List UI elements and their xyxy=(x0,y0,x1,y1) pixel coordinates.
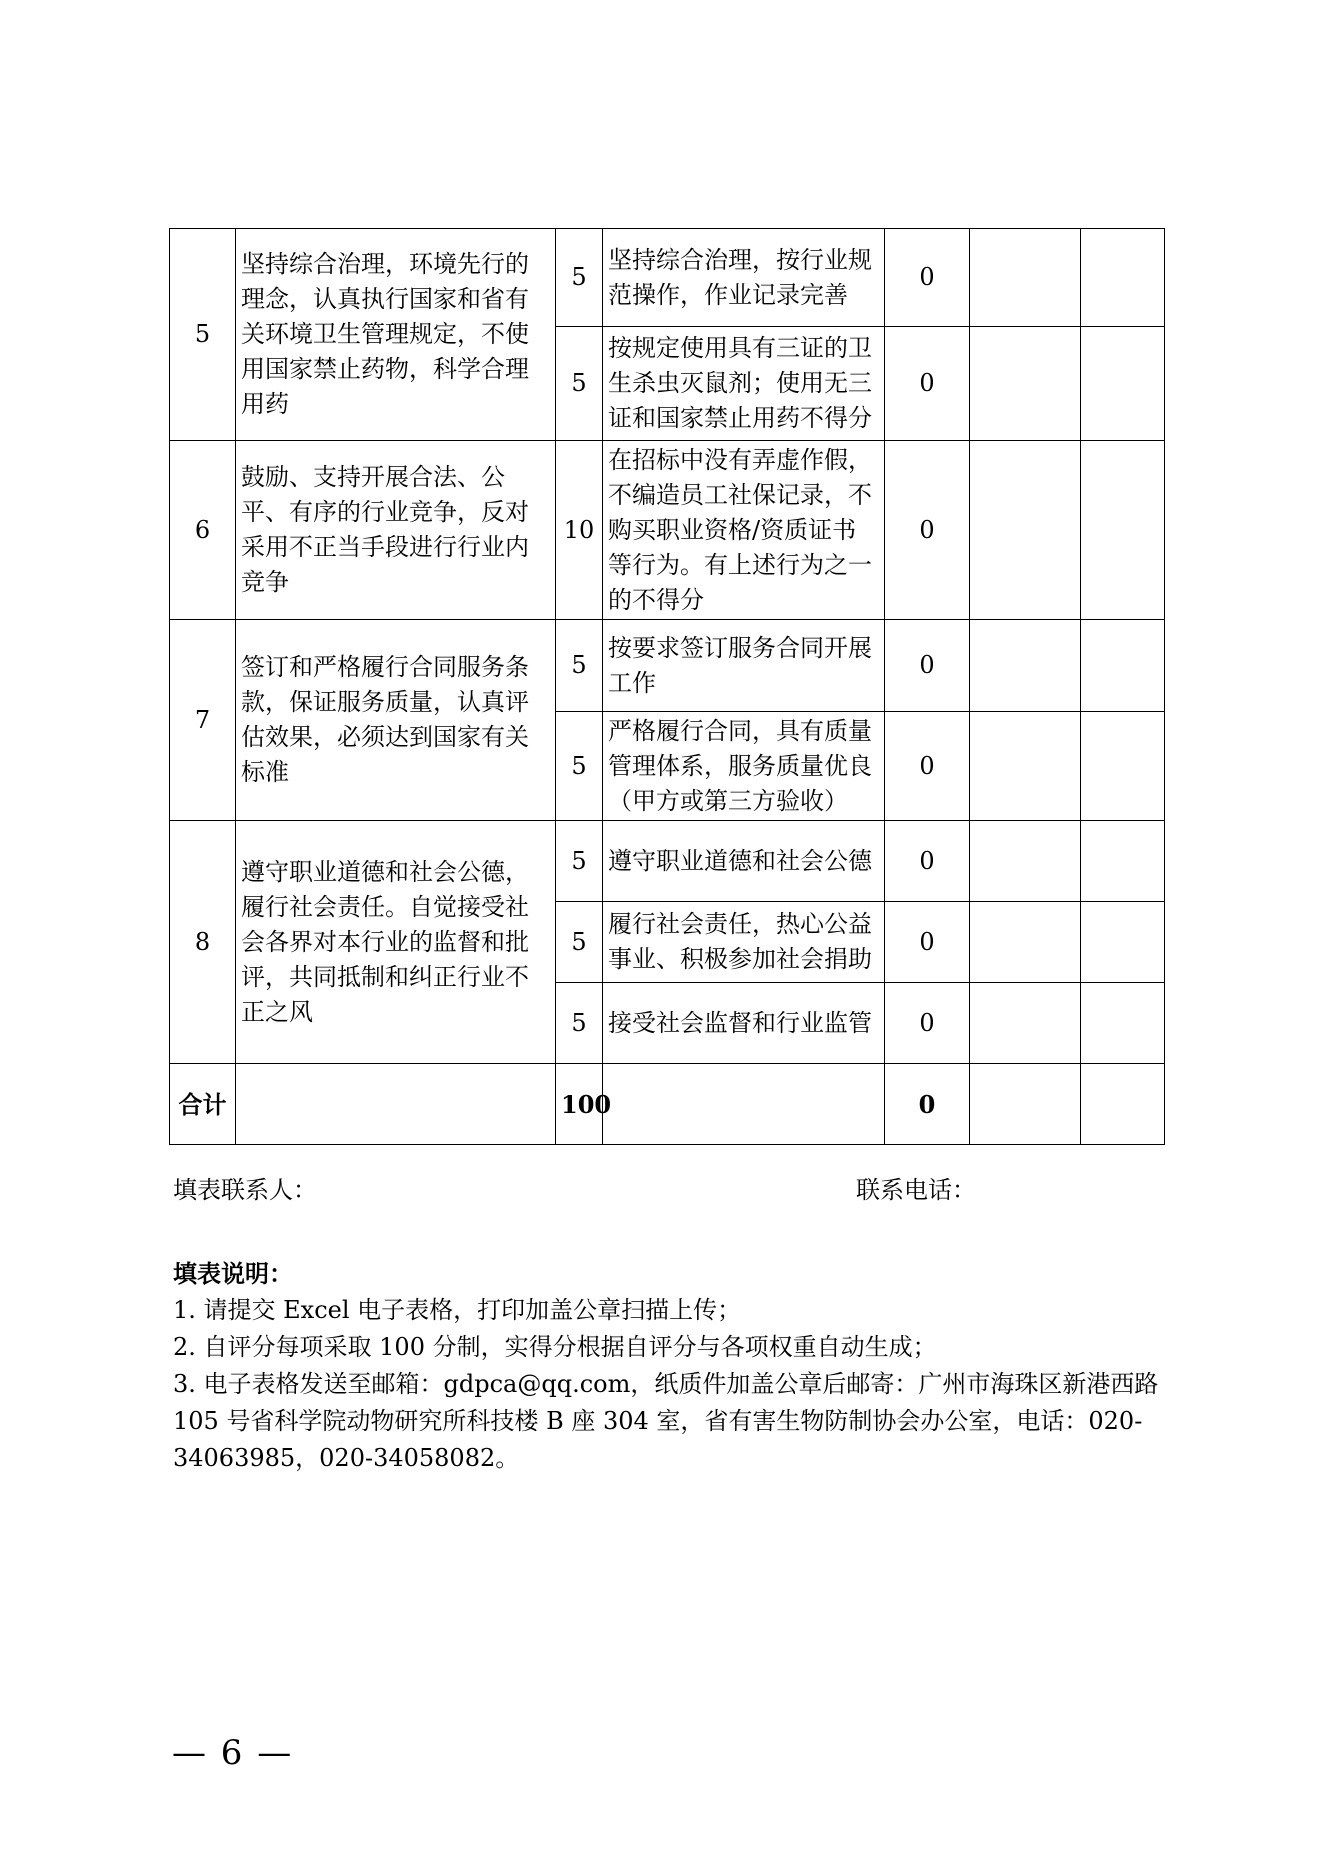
empty-cell xyxy=(1081,229,1165,327)
empty-cell xyxy=(1081,441,1165,620)
total-weight: 100 xyxy=(556,1064,603,1145)
self-score-cell: 0 xyxy=(885,229,970,327)
empty-cell xyxy=(970,983,1081,1064)
note-item: 3. 电子表格发送至邮箱：gdpca@qq.com，纸质件加盖公章后邮寄：广州市海珠区新港西路 105 号省科学院动物研究所科技楼 B 座 304 室，省有害生物防制协会办公室，电话：020-34063985，020-34058082。 xyxy=(173,1370,1159,1472)
standard-text: 签订和严格履行合同服务条款，保证服务质量，认真评估效果，必须达到国家有关标准 xyxy=(236,620,556,821)
empty-cell xyxy=(1081,712,1165,821)
self-score-cell: 0 xyxy=(885,983,970,1064)
empty-cell xyxy=(236,1064,556,1145)
row-number: 6 xyxy=(170,441,236,620)
empty-cell xyxy=(1081,821,1165,902)
total-label: 合计 xyxy=(170,1064,236,1145)
contact-phone-label: 联系电话： xyxy=(856,1176,976,1204)
empty-cell xyxy=(1081,902,1165,983)
empty-cell xyxy=(1081,327,1165,441)
table-row xyxy=(170,229,1165,327)
table-row xyxy=(170,620,1165,712)
standard-text: 鼓励、支持开展合法、公平、有序的行业竞争，反对采用不正当手段进行行业内竞争 xyxy=(236,441,556,620)
criterion-text: 履行社会责任，热心公益事业、积极参加社会捐助 xyxy=(603,902,885,983)
total-row xyxy=(170,1064,1165,1145)
note-item: 1. 请提交 Excel 电子表格，打印加盖公章扫描上传； xyxy=(173,1296,742,1324)
self-score-cell: 0 xyxy=(885,821,970,902)
weight-cell: 5 xyxy=(556,327,603,441)
empty-cell xyxy=(1081,1064,1165,1145)
note-item: 2. 自评分每项采取 100 分制，实得分根据自评分与各项权重自动生成； xyxy=(173,1333,937,1361)
row-number: 7 xyxy=(170,620,236,821)
empty-cell xyxy=(1081,620,1165,712)
empty-cell xyxy=(970,821,1081,902)
empty-cell xyxy=(970,1064,1081,1145)
empty-cell xyxy=(1081,983,1165,1064)
empty-cell xyxy=(970,441,1081,620)
criterion-text: 按规定使用具有三证的卫生杀虫灭鼠剂；使用无三证和国家禁止用药不得分 xyxy=(603,327,885,441)
weight-cell: 5 xyxy=(556,821,603,902)
weight-cell: 5 xyxy=(556,902,603,983)
criterion-text: 在招标中没有弄虚作假，不编造员工社保记录，不购买职业资格/资质证书等行为。有上述行为之一的不得分 xyxy=(603,441,885,620)
criterion-text: 按要求签订服务合同开展工作 xyxy=(603,620,885,712)
contact-person-label: 填表联系人： xyxy=(173,1176,317,1204)
self-score-cell: 0 xyxy=(885,327,970,441)
self-score-cell: 0 xyxy=(885,620,970,712)
empty-cell xyxy=(970,327,1081,441)
criterion-text: 严格履行合同，具有质量管理体系，服务质量优良（甲方或第三方验收） xyxy=(603,712,885,821)
total-self-score: 0 xyxy=(885,1064,970,1145)
standard-text: 坚持综合治理，环境先行的理念，认真执行国家和省有关环境卫生管理规定，不使用国家禁止药物，科学合理用药 xyxy=(236,229,556,441)
page-number: — 6 — xyxy=(172,1733,294,1773)
weight-cell: 10 xyxy=(556,441,603,620)
empty-cell xyxy=(970,620,1081,712)
criterion-text: 接受社会监督和行业监管 xyxy=(603,983,885,1064)
empty-cell xyxy=(603,1064,885,1145)
table-row xyxy=(170,821,1165,902)
notes-title: 填表说明： xyxy=(173,1259,293,1288)
table-row xyxy=(170,441,1165,620)
self-score-cell: 0 xyxy=(885,902,970,983)
standard-text: 遵守职业道德和社会公德，履行社会责任。自觉接受社会各界对本行业的监督和批评，共同抵制和纠正行业不正之风 xyxy=(236,821,556,1064)
empty-cell xyxy=(970,902,1081,983)
evaluation-table xyxy=(169,228,1165,1145)
weight-cell: 5 xyxy=(556,983,603,1064)
criterion-text: 遵守职业道德和社会公德 xyxy=(603,821,885,902)
row-number: 8 xyxy=(170,821,236,1064)
notes-section xyxy=(173,1255,1163,1477)
empty-cell xyxy=(970,712,1081,821)
weight-cell: 5 xyxy=(556,229,603,327)
self-score-cell: 0 xyxy=(885,441,970,620)
weight-cell: 5 xyxy=(556,712,603,821)
criterion-text: 坚持综合治理，按行业规范操作，作业记录完善 xyxy=(603,229,885,327)
weight-cell: 5 xyxy=(556,620,603,712)
self-score-cell: 0 xyxy=(885,712,970,821)
empty-cell xyxy=(970,229,1081,327)
row-number: 5 xyxy=(170,229,236,441)
